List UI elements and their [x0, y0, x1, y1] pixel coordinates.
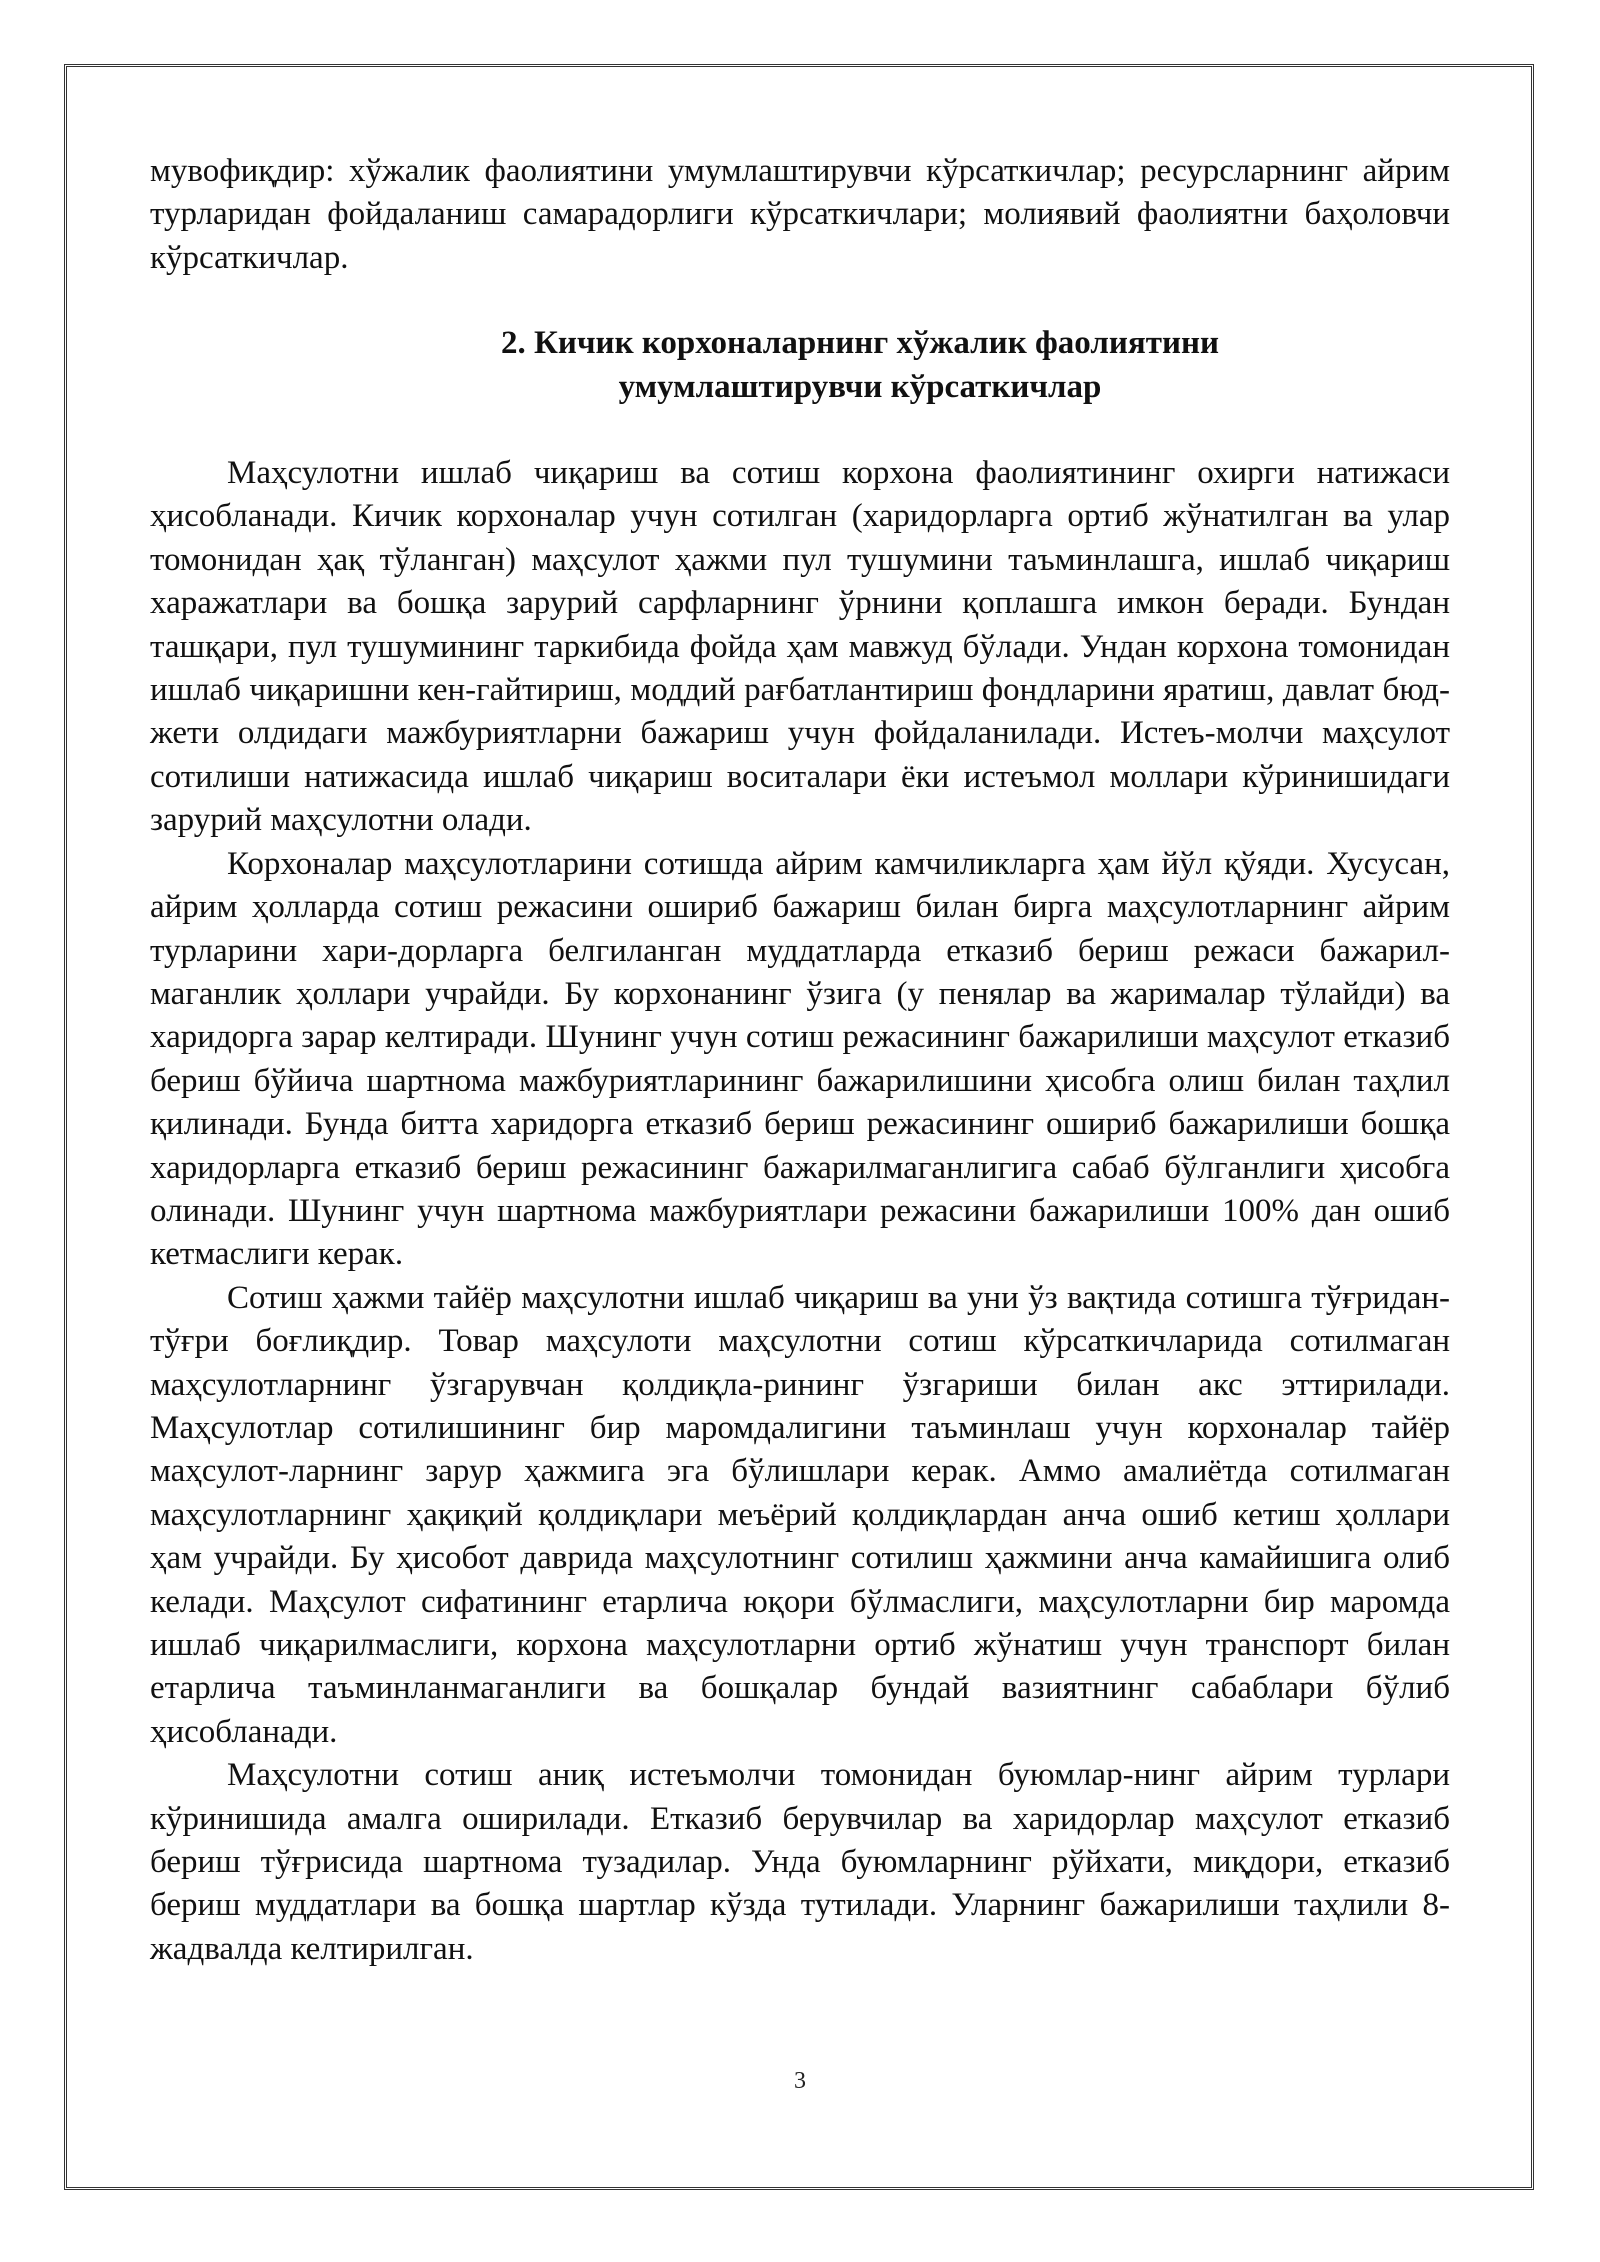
- section-heading-line-1: 2. Кичик корхоналарнинг хўжалик фаолиятини: [501, 325, 1219, 362]
- section-heading-line-2: умумлаштирувчи кўрсаткичлар: [618, 368, 1102, 405]
- paragraph-1: Маҳсулотни ишлаб чиқариш ва сотиш корхона фаолиятининг охирги натижаси ҳисобланади. Кичик корхоналар учун сотилган (харидорларга ортиб жўнатилган ва улар томонидан ҳақ тўланган) маҳсулот ҳажми пул тушумини таъминлашга, ишлаб чиқариш харажатлари ва бошқа зарурий сарфларнинг ўрнини қоплашга имкон беради. Бундан ташқари, пул тушумининг таркибида фойда ҳам мавжуд бўлади. Ундан корхона томонидан ишлаб чиқаришни кен-гайтириш, моддий рағбатлантириш фондларини яратиш, давлат бюд-жети олдидаги мажбуриятларни бажариш учун фойдаланилади. Истеъ-молчи маҳсулот сотилиши натижасида ишлаб чиқариш воситалари ёки истеъмол моллари кўринишидаги зарурий маҳсулотни олади.: [150, 455, 1450, 839]
- paragraph-4: Маҳсулотни сотиш аниқ истеъмолчи томонидан буюмлар-нинг айрим турлари кўринишида амалга оширилади. Етказиб берувчилар ва харидорлар маҳсулот етказиб бериш тўғрисида шартнома тузадилар. Унда буюмларнинг рўйхати, миқдори, етказиб бериш муддатлари ва бошқа шартлар кўзда тутилади. Уларнинг бажарилиши таҳлили 8-жадвалда келтирилган.: [150, 1757, 1450, 1967]
- paragraph-3: Сотиш ҳажми тайёр маҳсулотни ишлаб чиқариш ва уни ўз вақтида сотишга тўғридан-тўғри боғлиқдир. Товар маҳсулоти маҳсулотни сотиш кўрсаткичларида сотилмаган маҳсулотларнинг ўзгарувчан қолдиқла-рининг ўзгариши билан акс эттирилади. Маҳсулотлар сотилишининг бир маромдалигини таъминлаш учун корхоналар тайёр маҳсулот-ларнинг зарур ҳажмига эга бўлишлари керак. Аммо амалиётда сотилмаган маҳсулотларнинг ҳақиқий қолдиқлари меъёрий қолдиқлардан анча ошиб кетиш ҳоллари ҳам учрайди. Бу ҳисобот даврида маҳсулотнинг сотилиш ҳажмини анча камайишига олиб келади. Маҳсулот сифатининг етарлича юқори бўлмаслиги, маҳсулотларни бир маромда ишлаб чиқарилмаслиги, корхона маҳсулотларни ортиб жўнатиш учун транспорт билан етарлича таъминланмаганлиги ва бошқалар бундай вазиятнинг сабаблари бўлиб ҳисобланади.: [150, 1279, 1450, 1750]
- page-number: 3: [794, 2068, 806, 2094]
- section-heading: [150, 322, 1450, 409]
- paragraph-2: Корхоналар маҳсулотларини сотишда айрим камчиликларга ҳам йўл қўяди. Хусусан, айрим ҳолларда сотиш режасини ошириб бажариш билан бирга маҳсулотларнинг айрим турларини хари-дорларга белгиланган муддатларда етказиб бериш режаси бажарил-маганлик ҳоллари учрайди. Бу корхонанинг ўзига (у пенялар ва жарималар тўлайди) ва харидорга зарар келтиради. Шунинг учун сотиш режасининг бажарилиши маҳсулот етказиб бериш бўйича шартнома мажбуриятларининг бажарилишини ҳисобга олиш билан таҳлил қилинади. Бунда битта харидорга етказиб бериш режасининг ошириб бажарилиши бошқа харидорларга етказиб бериш режасининг бажарилмаганлигига сабаб бўлганлиги ҳисобга олинади. Шунинг учун шартнома мажбуриятлари режасини бажарилиши 100% дан ошиб кетмаслиги керак.: [150, 845, 1450, 1273]
- intro-paragraph: мувофиқдир: хўжалик фаолиятини умумлаштирувчи кўрсаткичлар; ресурсларнинг айрим турларидан фойдаланиш самарадорлиги кўрсаткичлари; молиявий фаолиятни баҳоловчи кўрсаткичлар.: [150, 153, 1450, 276]
- page-body: [150, 150, 1450, 1971]
